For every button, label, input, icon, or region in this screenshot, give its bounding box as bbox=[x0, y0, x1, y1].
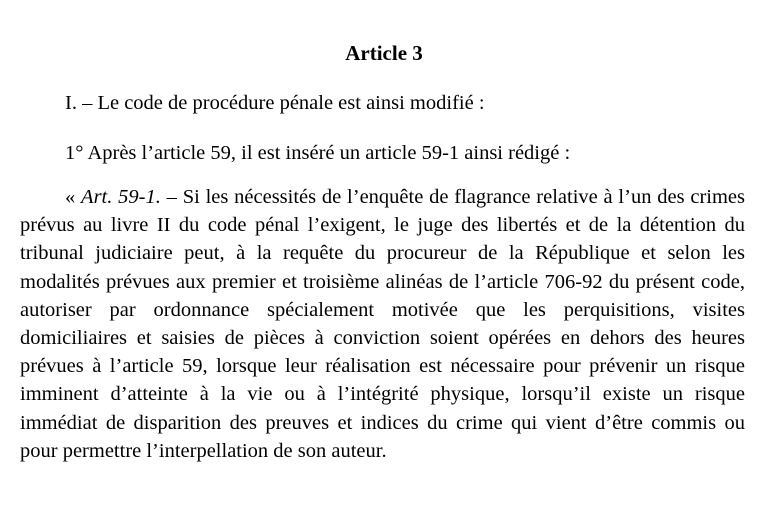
paragraph-section-heading: I. – Le code de procédure pénale est ainsi modifié : bbox=[65, 92, 485, 114]
paragraph-insertion-notice: 1° Après l’article 59, il est inséré un article 59-1 ainsi rédigé : bbox=[65, 142, 571, 164]
opening-quote: « bbox=[65, 186, 82, 208]
article-reference: Art. 59-1. bbox=[81, 186, 161, 208]
paragraph-article-text bbox=[20, 183, 745, 465]
article-body: – Si les nécessités de l’enquête de flagrance relative à l’un des crimes prévus au livre II du code pénal l’exigent, le juge des libertés et de la détention du tribunal judiciaire peut, à la requête du procureur de la République et selon les modalités prévues aux premier et troisième alinéas de l’article 706-92 du présent code, autoriser par ordonnance spécialement motivée que les perquisitions, visites domiciliaires et saisies de pièces à conviction soient opérées en dehors des heures prévues à l’article 59, lorsque leur réalisation est nécessaire pour prévenir un risque imminent d’atteinte à la vie ou à l’intégrité physique, lorsqu’il existe un risque immédiat de disparition des preuves et indices du crime qui vient d’être commis ou pour permettre l’interpellation de son auteur. bbox=[20, 186, 745, 462]
article-title: Article 3 bbox=[345, 41, 423, 65]
